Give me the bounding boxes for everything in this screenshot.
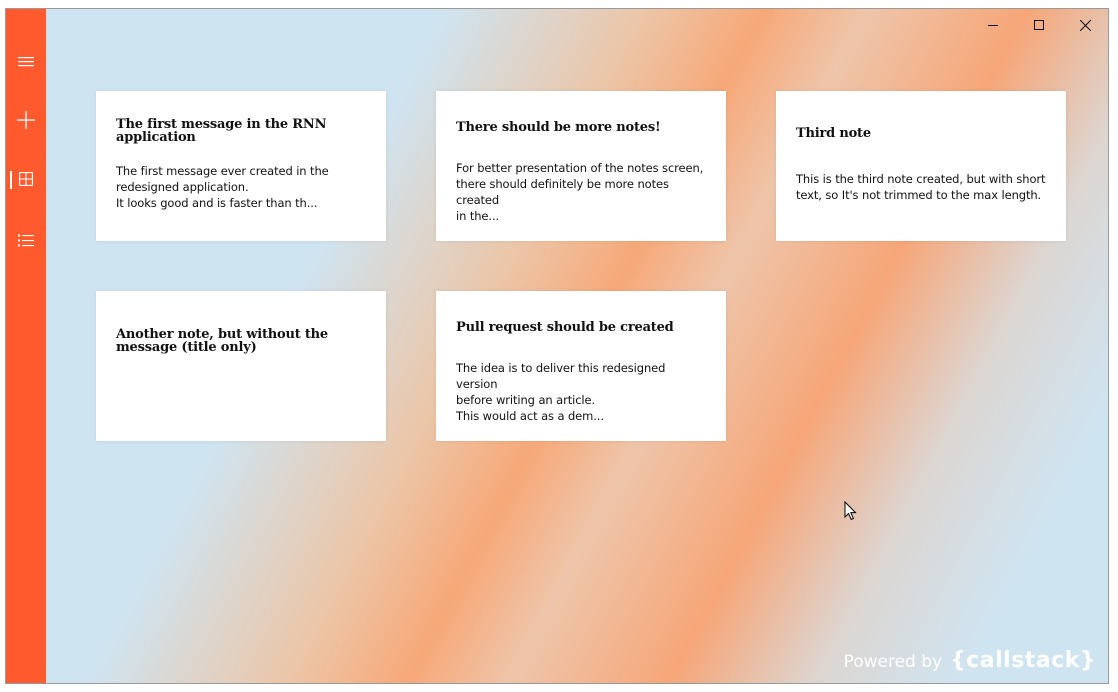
note-card[interactable] [436, 291, 726, 441]
hamburger-menu-icon [18, 56, 34, 68]
sidebar [6, 9, 46, 683]
add-note-button[interactable] [6, 100, 46, 140]
minimize-icon [988, 20, 998, 30]
hamburger-menu-button[interactable] [6, 42, 46, 82]
close-icon [1080, 20, 1091, 31]
note-card[interactable] [96, 291, 386, 441]
active-indicator [10, 171, 12, 189]
note-title: Pull request should be created [456, 320, 674, 335]
list-view-icon [18, 234, 34, 247]
note-body: The first message ever created in the redesigned application. It looks good and is faster than th... [116, 164, 329, 210]
note-title: Third note [796, 126, 871, 141]
note-body: This is the third note created, but with short text, so It's not trimmed to the max length. [796, 172, 1046, 202]
note-card[interactable] [96, 91, 386, 241]
callstack-logo: {callstack} [950, 648, 1096, 673]
plus-icon [17, 111, 35, 129]
grid-view-button[interactable] [6, 159, 46, 199]
note-title: There should be more notes! [456, 120, 661, 135]
powered-by-label: Powered by [843, 652, 943, 672]
note-title: The first message in the RNN application [116, 117, 327, 145]
mouse-cursor-icon [844, 501, 858, 521]
close-button[interactable] [1062, 9, 1108, 41]
note-card[interactable] [436, 91, 726, 241]
maximize-icon [1034, 20, 1044, 30]
list-view-button[interactable] [6, 220, 46, 260]
note-title: Another note, but without the message (title only) [116, 327, 329, 355]
minimize-button[interactable] [970, 9, 1016, 41]
note-body: For better presentation of the notes screen, there should definitely be more notes created in the... [456, 161, 704, 223]
note-body: The idea is to deliver this redesigned version before writing an article. This would act as a dem... [456, 361, 666, 423]
grid-view-icon [19, 172, 33, 186]
maximize-button[interactable] [1016, 9, 1062, 41]
app-window [5, 8, 1109, 684]
powered-by-footer [844, 648, 1096, 673]
note-card[interactable] [776, 91, 1066, 241]
